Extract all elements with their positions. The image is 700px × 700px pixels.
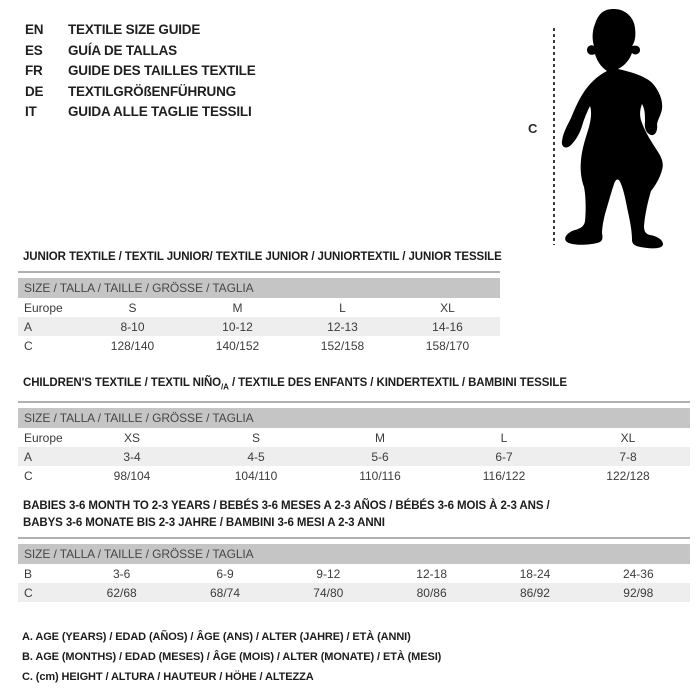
footnote-age-years: A. AGE (YEARS) / EDAD (AÑOS) / ÂGE (ANS) / ALTER (JAHRE) / ETÀ (ANNI) [22, 631, 411, 643]
lang-code: DE [25, 83, 44, 99]
children-textile-section [18, 376, 690, 485]
legend-footnotes [22, 627, 441, 687]
junior-textile-section [18, 250, 500, 355]
children-section-title [18, 376, 690, 394]
lang-code: FR [25, 63, 43, 78]
table-row-age [18, 317, 500, 336]
table-top-rule [18, 271, 500, 273]
size-cell: L [500, 430, 508, 445]
babies-textile-section [18, 499, 690, 602]
size-cell: 10-12 [222, 319, 253, 334]
size-cell: XS [123, 430, 140, 445]
size-cell: 128/140 [110, 338, 155, 353]
children-size-table [18, 408, 690, 485]
table-top-rule [18, 537, 690, 539]
table-row-height [18, 583, 690, 602]
junior-section-title: JUNIOR TEXTILE / TEXTIL JUNIOR/ TEXTILE JUNIOR / JUNIORTEXTIL / JUNIOR TESSILE [23, 251, 502, 263]
size-cell: 92/98 [623, 585, 654, 600]
size-cell: M [375, 430, 385, 445]
size-cell: 18-24 [519, 566, 551, 581]
footnote-age-months: B. AGE (MONTHS) / EDAD (MESES) / ÂGE (MOIS) / ALTER (MONATE) / ETÀ (MESI) [22, 651, 442, 663]
lang-row-es [25, 41, 256, 62]
babies-size-table [18, 544, 690, 602]
lang-title: GUIDE DES TAILLES TEXTILE [68, 63, 256, 78]
lang-code: IT [25, 104, 37, 119]
size-cell: S [128, 300, 137, 315]
title-text: CHILDREN'S TEXTILE / TEXTIL NIÑO [23, 377, 222, 389]
size-cell: XL [620, 430, 636, 445]
size-cell: 62/68 [106, 585, 137, 600]
lang-row-it [25, 102, 256, 123]
size-cell: 14-16 [432, 319, 463, 334]
size-cell: 8-10 [120, 319, 145, 334]
babies-section-title-line2: BABYS 3-6 MONATE BIS 2-3 JAHRE / BAMBINI 3-6 MESI A 2-3 ANNI [23, 517, 385, 529]
table-row-height [18, 336, 500, 355]
row-label: B [24, 566, 33, 581]
size-cell: 152/158 [320, 338, 365, 353]
lang-title: TEXTILGRÖßENFÜHRUNG [68, 83, 236, 99]
table-header: SIZE / TALLA / TAILLE / GRÖSSE / TAGLIA [18, 408, 690, 428]
table-row-height [18, 466, 690, 485]
table-row-age [18, 447, 690, 466]
size-cell: 9-12 [316, 566, 341, 581]
size-cell: 12-18 [416, 566, 447, 581]
size-cell: 68/74 [209, 585, 240, 600]
size-cell: 74/80 [313, 585, 344, 600]
language-title-list [25, 20, 256, 123]
size-cell: 6-7 [495, 449, 513, 464]
size-cell: 5-6 [371, 449, 389, 464]
size-cell: 12-13 [327, 319, 358, 334]
height-measure-label: C [528, 121, 538, 136]
lang-row-de [25, 82, 256, 103]
size-cell: XL [440, 300, 455, 315]
lang-title: GUIDA ALLE TAGLIE TESSILI [68, 104, 252, 119]
lang-code: EN [25, 22, 44, 37]
size-cell: 3-4 [123, 449, 141, 464]
footnote-height: C. (cm) HEIGHT / ALTURA / HAUTEUR / HÖHE / ALTEZZA [22, 671, 314, 683]
junior-size-table [18, 278, 500, 355]
row-label: C [24, 338, 33, 353]
table-row-months [18, 564, 690, 583]
size-cell: 6-9 [216, 566, 234, 581]
table-header: SIZE / TALLA / TAILLE / GRÖSSE / TAGLIA [18, 544, 690, 564]
title-subscript: /A [221, 382, 229, 392]
row-label: Europe [24, 430, 63, 445]
size-cell: 4-5 [247, 449, 265, 464]
size-cell: 116/122 [482, 468, 526, 483]
table-row-europe [18, 428, 690, 447]
size-cell: L [339, 300, 346, 315]
table-header: SIZE / TALLA / TAILLE / GRÖSSE / TAGLIA [18, 278, 500, 298]
toddler-silhouette-icon [555, 0, 700, 255]
size-cell: 122/128 [606, 468, 650, 483]
lang-code: ES [25, 42, 43, 58]
title-text: / TEXTILE DES ENFANTS / KINDERTEXTIL / BAMBINI TESSILE [228, 377, 567, 389]
size-cell: 24-36 [622, 566, 654, 581]
size-cell: 98/104 [113, 468, 151, 483]
size-cell: 86/92 [519, 585, 550, 600]
lang-row-en [25, 20, 256, 41]
size-cell: 140/152 [215, 338, 260, 353]
row-label: C [24, 468, 33, 483]
size-cell: S [251, 430, 260, 445]
lang-title: TEXTILE SIZE GUIDE [68, 22, 201, 37]
size-cell: 104/110 [234, 468, 278, 483]
table-row-europe [18, 298, 500, 317]
table-top-rule [18, 401, 690, 403]
size-cell: 110/116 [359, 468, 401, 483]
size-cell: M [232, 300, 243, 315]
row-label: A [24, 449, 33, 464]
row-label: Europe [24, 300, 63, 315]
size-cell: 7-8 [619, 449, 637, 464]
row-label: A [24, 319, 33, 334]
lang-title: GUÍA DE TALLAS [68, 42, 177, 58]
size-cell: 80/86 [416, 585, 447, 600]
lang-row-fr [25, 61, 256, 82]
babies-section-title-line1: BABIES 3-6 MONTH TO 2-3 YEARS / BEBÉS 3-6 MESES A 2-3 AÑOS / BÉBÉS 3-6 MOIS À 2-3 ANS / [23, 500, 550, 512]
size-cell: 158/170 [425, 338, 470, 353]
size-cell: 3-6 [112, 566, 131, 581]
row-label: C [24, 585, 33, 600]
